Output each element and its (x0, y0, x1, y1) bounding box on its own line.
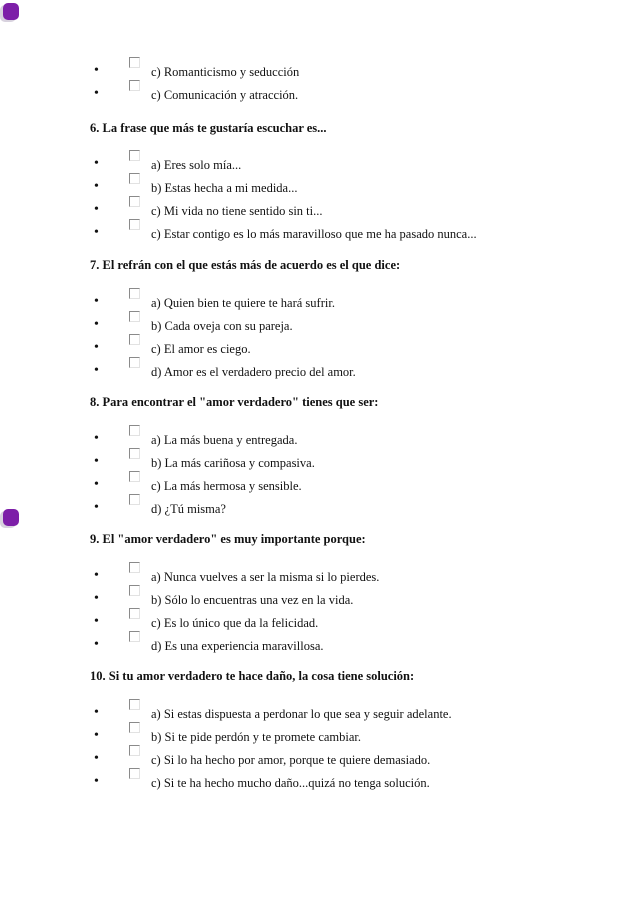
option-item (0, 704, 638, 726)
option-item (0, 773, 638, 795)
checkbox[interactable] (129, 768, 140, 779)
checkbox[interactable] (129, 631, 140, 642)
option-item (0, 293, 638, 315)
checkbox[interactable] (129, 699, 140, 710)
bullet-icon: • (94, 317, 99, 332)
bullet-icon: • (94, 728, 99, 743)
option-item (0, 430, 638, 452)
option-label: a) La más buena y entregada. (151, 433, 298, 447)
checkbox[interactable] (129, 608, 140, 619)
option-label: d) Amor es el verdadero precio del amor. (151, 365, 356, 379)
bullet-icon: • (94, 568, 99, 583)
option-label: c) Es lo único que da la felicidad. (151, 616, 319, 630)
option-label: c) Mi vida no tiene sentido sin ti... (151, 204, 323, 218)
option-item (0, 750, 638, 772)
option-label: c) La más hermosa y sensible. (151, 479, 302, 493)
checkbox[interactable] (129, 311, 140, 322)
checkbox[interactable] (129, 562, 140, 573)
bullet-icon: • (94, 500, 99, 515)
option-label: c) Romanticismo y seducción (151, 65, 300, 79)
bullet-icon: • (94, 86, 99, 101)
checkbox[interactable] (129, 425, 140, 436)
option-item (0, 155, 638, 177)
option-item (0, 453, 638, 475)
question-title: 7. El refrán con el que estás más de acuerdo es el que dice: (90, 258, 401, 272)
option-item (0, 727, 638, 749)
bullet-icon: • (94, 477, 99, 492)
option-item (0, 62, 638, 84)
option-item (0, 590, 638, 612)
bullet-icon: • (94, 614, 99, 629)
option-item (0, 613, 638, 635)
bullet-icon: • (94, 294, 99, 309)
checkbox[interactable] (129, 196, 140, 207)
option-label: a) Quien bien te quiere te hará sufrir. (151, 296, 335, 310)
option-label: b) Cada oveja con su pareja. (151, 319, 293, 333)
option-label: a) Si estas dispuesta a perdonar lo que sea y seguir adelante. (151, 707, 452, 721)
option-label: d) Es una experiencia maravillosa. (151, 639, 324, 653)
checkbox[interactable] (129, 722, 140, 733)
option-label: c) El amor es ciego. (151, 342, 251, 356)
bullet-icon: • (94, 637, 99, 652)
option-label: a) Eres solo mía... (151, 158, 242, 172)
bullet-icon: • (94, 431, 99, 446)
bullet-icon: • (94, 202, 99, 217)
option-item (0, 178, 638, 200)
checkbox[interactable] (129, 448, 140, 459)
checkbox[interactable] (129, 357, 140, 368)
bullet-icon: • (94, 63, 99, 78)
checkbox[interactable] (129, 494, 140, 505)
question-title: 6. La frase que más te gustaría escuchar es... (90, 121, 327, 135)
option-item (0, 476, 638, 498)
option-item (0, 636, 638, 658)
checkbox[interactable] (129, 745, 140, 756)
checkbox[interactable] (129, 57, 140, 68)
option-label: a) Nunca vuelves a ser la misma si lo pierdes. (151, 570, 380, 584)
option-item (0, 567, 638, 589)
option-item (0, 316, 638, 338)
bullet-icon: • (94, 156, 99, 171)
bullet-icon: • (94, 340, 99, 355)
option-item (0, 362, 638, 384)
checkbox[interactable] (129, 80, 140, 91)
option-label: b) La más cariñosa y compasiva. (151, 456, 315, 470)
bullet-icon: • (94, 591, 99, 606)
option-item (0, 339, 638, 361)
option-item (0, 85, 638, 107)
option-item (0, 499, 638, 521)
checkbox[interactable] (129, 334, 140, 345)
option-label: d) ¿Tú misma? (151, 502, 226, 516)
checkbox[interactable] (129, 173, 140, 184)
checkbox[interactable] (129, 219, 140, 230)
bullet-icon: • (94, 363, 99, 378)
option-label: c) Si te ha hecho mucho daño...quizá no tenga solución. (151, 776, 430, 790)
bullet-icon: • (94, 751, 99, 766)
bullet-icon: • (94, 454, 99, 469)
bullet-icon: • (94, 705, 99, 720)
option-label: b) Sólo lo encuentras una vez en la vida. (151, 593, 354, 607)
option-label: c) Si lo ha hecho por amor, porque te quiere demasiado. (151, 753, 431, 767)
question-title: 10. Si tu amor verdadero te hace daño, la cosa tiene solución: (90, 669, 415, 683)
option-label: b) Si te pide perdón y te promete cambiar. (151, 730, 362, 744)
checkbox[interactable] (129, 150, 140, 161)
bullet-icon: • (94, 179, 99, 194)
option-label: c) Comunicación y atracción. (151, 88, 299, 102)
checkbox[interactable] (129, 471, 140, 482)
page-marker-top (3, 3, 19, 20)
option-label: b) Estas hecha a mi medida... (151, 181, 298, 195)
bullet-icon: • (94, 774, 99, 789)
question-title: 9. El "amor verdadero" es muy importante porque: (90, 532, 366, 546)
bullet-icon: • (94, 225, 99, 240)
checkbox[interactable] (129, 585, 140, 596)
option-item (0, 201, 638, 223)
option-label: c) Estar contigo es lo más maravilloso que me ha pasado nunca... (151, 227, 477, 241)
checkbox[interactable] (129, 288, 140, 299)
option-item (0, 224, 638, 246)
question-title: 8. Para encontrar el "amor verdadero" tienes que ser: (90, 395, 379, 409)
